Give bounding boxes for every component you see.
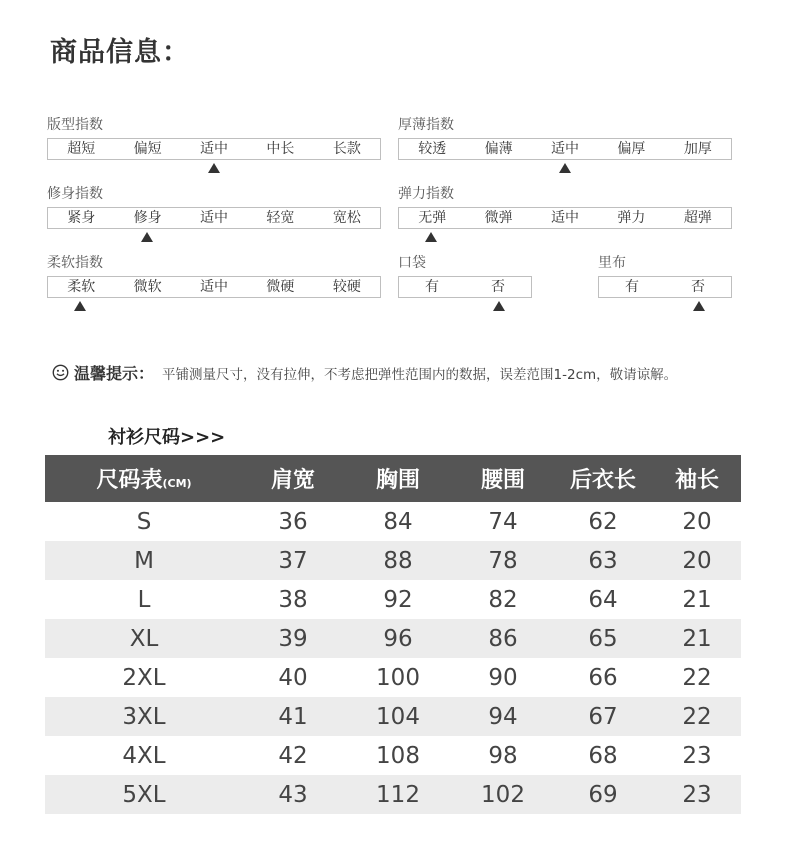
table-cell: 100	[376, 664, 420, 691]
index-marker-track	[398, 298, 532, 314]
index-option: 微硬	[266, 279, 295, 295]
index-option: 微弹	[484, 210, 513, 226]
table-cell: XL	[129, 625, 159, 652]
index-option: 宽松	[332, 210, 361, 226]
index-group-fit	[47, 116, 381, 176]
index-option: 超弹	[683, 210, 712, 226]
index-marker-track	[47, 229, 381, 245]
table-cell: 62	[588, 508, 618, 535]
selected-marker-icon	[493, 301, 505, 311]
table-cell: 36	[278, 508, 308, 535]
table-cell: 78	[488, 547, 518, 574]
index-option: 弹力	[617, 210, 646, 226]
index-option: 中长	[266, 141, 295, 157]
header-chest: 胸围	[375, 468, 420, 493]
index-option: 微软	[133, 279, 162, 295]
table-cell: S	[136, 508, 152, 535]
table-cell: 41	[278, 703, 308, 730]
table-cell: 3XL	[122, 703, 166, 730]
selected-marker-icon	[559, 163, 571, 173]
table-cell: 38	[278, 586, 308, 613]
smile-icon	[52, 364, 69, 381]
table-row	[45, 541, 741, 580]
table-cell: 64	[588, 586, 618, 613]
index-option: 适中	[551, 210, 580, 226]
table-cell: 96	[383, 625, 413, 652]
index-label: 柔软指数	[47, 255, 103, 271]
table-cell: 67	[588, 703, 618, 730]
index-option: 修身	[133, 210, 162, 226]
index-option: 适中	[200, 210, 229, 226]
table-heading: 衬衫尺码>>>	[108, 427, 226, 448]
index-option: 偏短	[133, 141, 162, 157]
table-cell: L	[137, 586, 151, 613]
index-option: 适中	[200, 141, 229, 157]
index-option: 超短	[67, 141, 96, 157]
tip-bar	[52, 361, 677, 384]
index-label: 修身指数	[47, 186, 103, 202]
table-row	[45, 658, 741, 697]
index-scale	[47, 138, 381, 160]
index-option: 偏薄	[484, 141, 513, 157]
index-group-pocket	[398, 254, 532, 314]
tip-text: 平铺测量尺寸，没有拉伸，不考虑把弹性范围内的数据，误差范围1-2cm，敬请谅解。	[162, 366, 678, 383]
index-marker-track	[47, 298, 381, 314]
table-cell: 43	[278, 781, 308, 808]
table-body	[45, 502, 741, 814]
page-title: 商品信息：	[50, 37, 190, 68]
table-cell: 37	[278, 547, 308, 574]
index-option: 无弹	[418, 210, 447, 226]
index-option: 有	[425, 279, 439, 295]
index-option: 长款	[332, 141, 361, 157]
table-cell: 22	[682, 703, 712, 730]
table-cell: 2XL	[122, 664, 166, 691]
index-scale	[398, 276, 532, 298]
index-marker-track	[398, 229, 732, 245]
index-marker-track	[598, 298, 732, 314]
table-cell: 23	[682, 781, 712, 808]
table-cell: 68	[588, 742, 618, 769]
index-scale	[398, 138, 732, 160]
table-row	[45, 775, 741, 814]
table-cell: 22	[682, 664, 712, 691]
table-cell: 94	[488, 703, 518, 730]
header-sleeve: 袖长	[674, 468, 719, 493]
header-size: 尺码表(CM)	[96, 468, 192, 493]
index-option: 轻宽	[266, 210, 295, 226]
index-option: 适中	[200, 279, 229, 295]
index-option: 偏厚	[617, 141, 646, 157]
index-option: 适中	[551, 141, 580, 157]
index-label: 版型指数	[47, 117, 103, 133]
table-cell: 98	[488, 742, 518, 769]
index-option: 紧身	[67, 210, 96, 226]
table-cell: 90	[488, 664, 518, 691]
index-scale	[47, 276, 381, 298]
selected-marker-icon	[141, 232, 153, 242]
index-scale	[47, 207, 381, 229]
table-cell: 5XL	[122, 781, 166, 808]
table-row	[45, 736, 741, 775]
table-header	[45, 455, 741, 502]
index-option: 较硬	[332, 279, 361, 295]
header-shoulder: 肩宽	[270, 468, 315, 493]
table-cell: 20	[682, 547, 712, 574]
table-cell: M	[134, 547, 154, 574]
index-label: 弹力指数	[398, 186, 454, 202]
table-cell: 4XL	[122, 742, 166, 769]
index-option: 较透	[418, 141, 447, 157]
table-cell: 84	[383, 508, 413, 535]
table-cell: 102	[481, 781, 525, 808]
selected-marker-icon	[425, 232, 437, 242]
table-cell: 20	[682, 508, 712, 535]
table-cell: 69	[588, 781, 618, 808]
index-option: 否	[491, 279, 505, 295]
table-cell: 86	[488, 625, 518, 652]
table-cell: 92	[383, 586, 413, 613]
table-row	[45, 580, 741, 619]
table-cell: 112	[376, 781, 420, 808]
table-cell: 23	[682, 742, 712, 769]
table-cell: 39	[278, 625, 308, 652]
index-option: 柔软	[67, 279, 96, 295]
size-table	[45, 455, 741, 814]
selected-marker-icon	[74, 301, 86, 311]
table-cell: 65	[588, 625, 618, 652]
table-cell: 40	[278, 664, 308, 691]
table-cell: 21	[682, 625, 712, 652]
table-cell: 21	[682, 586, 712, 613]
index-group-slim	[47, 185, 381, 245]
table-row	[45, 697, 741, 736]
table-cell: 104	[376, 703, 420, 730]
index-group-softness	[47, 254, 381, 314]
tip-title: 温馨提示：	[74, 364, 155, 383]
table-row	[45, 502, 741, 541]
index-group-elastic	[398, 185, 732, 245]
index-option: 有	[625, 279, 639, 295]
selected-marker-icon	[208, 163, 220, 173]
selected-marker-icon	[693, 301, 705, 311]
index-group-lining	[598, 254, 732, 314]
table-cell: 42	[278, 742, 308, 769]
table-row	[45, 619, 741, 658]
index-marker-track	[398, 160, 732, 176]
index-label: 口袋	[398, 255, 426, 271]
table-cell: 88	[383, 547, 413, 574]
table-cell: 66	[588, 664, 618, 691]
header-waist: 腰围	[480, 468, 525, 493]
index-option: 加厚	[683, 141, 712, 157]
table-cell: 63	[588, 547, 618, 574]
index-scale	[598, 276, 732, 298]
index-marker-track	[47, 160, 381, 176]
index-scale	[398, 207, 732, 229]
table-cell: 108	[376, 742, 420, 769]
index-label: 里布	[598, 255, 626, 271]
index-option: 否	[691, 279, 705, 295]
header-length: 后衣长	[569, 468, 636, 493]
index-group-thickness	[398, 116, 732, 176]
index-label: 厚薄指数	[398, 117, 454, 133]
table-cell: 82	[488, 586, 518, 613]
table-cell: 74	[488, 508, 518, 535]
